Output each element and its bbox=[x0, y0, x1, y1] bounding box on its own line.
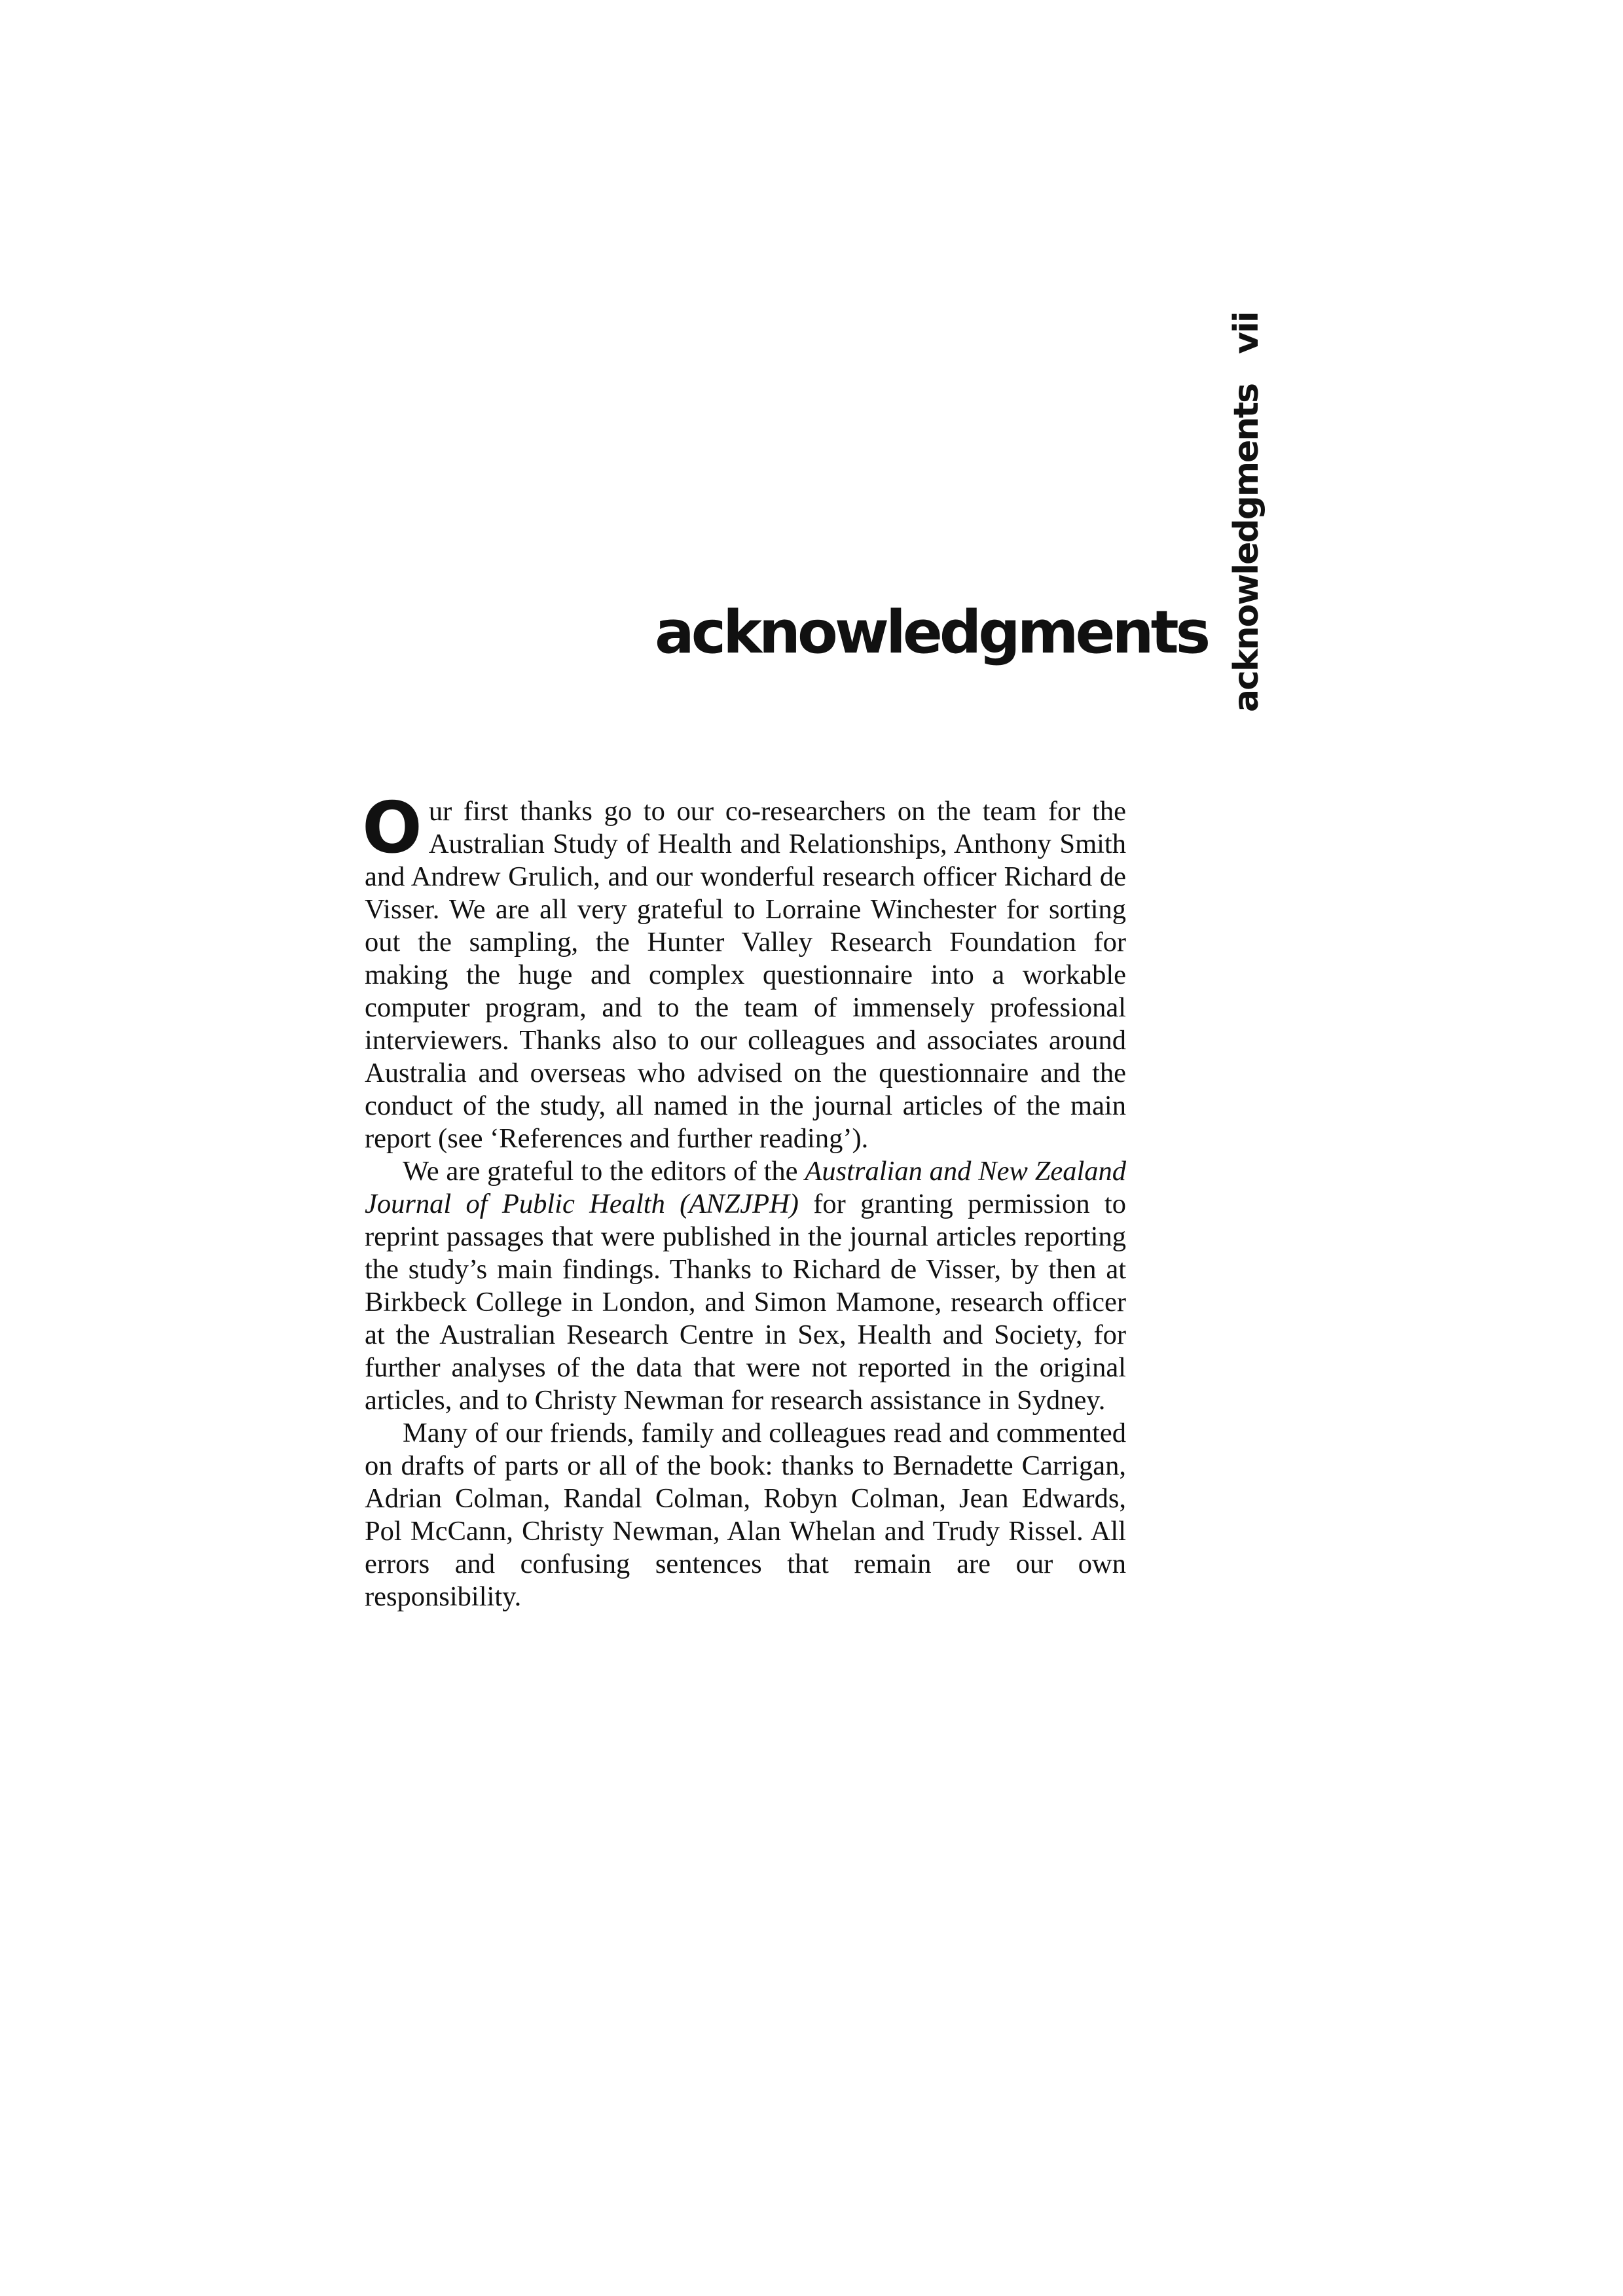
chapter-title: acknowledgments bbox=[655, 598, 1208, 667]
running-head-title: acknowledgments bbox=[1227, 384, 1266, 712]
page-number: vii bbox=[1227, 312, 1266, 354]
paragraph-2-lead: We are grateful to the editors of the bbox=[403, 1156, 805, 1187]
paragraph-1-text: ur first thanks go to our co-researchers on the team for the Australian Study of Health and Relationships, Anthony Smith and Andrew Grulich, and our wonderful research officer Richard de Visser. We are all very grateful to Lorraine Winchester for sorting out the sampling, the Hunter Valley Research Foundation for making the huge and complex questionnaire into a workable computer program, and to the team of immensely professional interviewers. Thanks also to our colleagues and associates around Australia and overseas who advised on the questionnaire and the conduct of the study, all named in the journal articles of the main report (see ‘References and further reading’). bbox=[365, 796, 1126, 1154]
paragraph-3: Many of our friends, family and colleagues read and commented on drafts of parts or all of the book: thanks to Bernadette Carrigan, Adrian Colman, Randal Colman, Robyn Colman, Jean Edwards, Pol McCann, Christy Newman, Alan Whelan and Trudy Rissel. All errors and confusing sentences that remain are our own responsibility. bbox=[365, 1418, 1126, 1612]
body-text bbox=[362, 787, 1126, 1613]
drop-cap: O bbox=[362, 787, 422, 869]
paragraph-2 bbox=[365, 1155, 1126, 1417]
journal-name: Australian and New Zealand Journal of Public Health (ANZJPH) bbox=[365, 1156, 1126, 1219]
paragraph-2-rest: for granting permission to reprint passages that were published in the journal articles reporting the study’s main findings. Thanks to Richard de Visser, by then at Birkbeck College in London, and Simon Mamone, research officer at the Australian Research Centre in Sex, Health and Society, for further analyses of the data that were not reported in the original articles, and to Christy Newman for research assistance in Sydney. bbox=[365, 1189, 1126, 1416]
running-head bbox=[1219, 312, 1274, 712]
paragraph-1 bbox=[362, 787, 1126, 1155]
